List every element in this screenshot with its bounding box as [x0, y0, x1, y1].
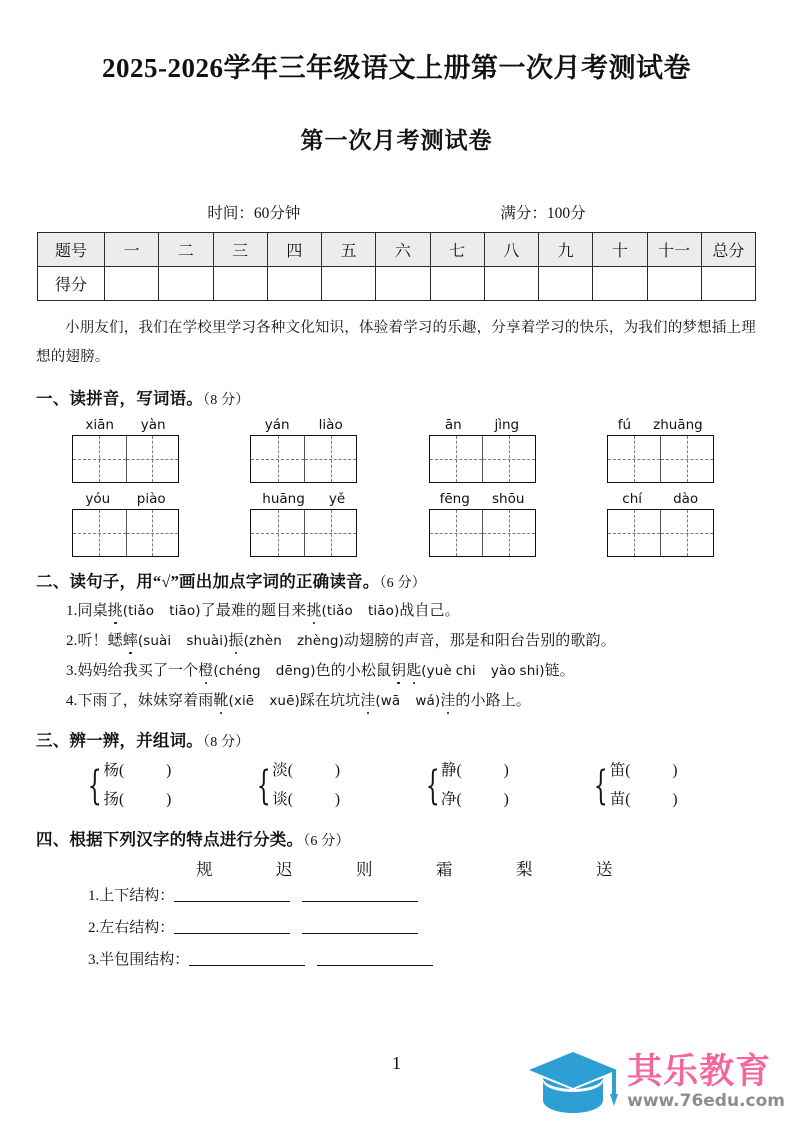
section-4-points: （6 分）	[303, 833, 350, 849]
pinyin-choice: ē	[245, 693, 255, 710]
brace-word-line[interactable]: 静( )	[440, 762, 509, 780]
brace-word-line[interactable]: 笛( )	[609, 762, 678, 780]
score-table-header-cell: 三	[213, 233, 267, 267]
pinyin-choice: ǎ	[137, 603, 146, 620]
emphasis-dot-char: 挑	[306, 603, 322, 620]
page-subtitle: 第一次月考测试卷	[300, 128, 493, 154]
classify-character: 则	[356, 859, 373, 879]
section-3-title: 三、辨一辨，并组词。	[36, 731, 203, 751]
pinyin-choice: )	[539, 663, 545, 680]
pinyin-label	[72, 491, 179, 507]
classify-answer-label: 3.半包围结构：	[88, 952, 190, 969]
tianzige-cell[interactable]	[482, 436, 535, 482]
pinyin-choice: s	[143, 633, 151, 650]
section-heading-2	[36, 568, 757, 592]
pinyin-choice: n	[243, 663, 252, 680]
pinyin-choice: (	[122, 603, 129, 620]
tianzige-cell[interactable]	[608, 436, 661, 482]
answer-blank[interactable]	[174, 887, 290, 902]
answer-blank[interactable]	[189, 951, 305, 966]
pinyin-choice: ā	[391, 693, 401, 710]
graduation-cap-icon	[527, 1048, 619, 1116]
pronunciation-question[interactable]: 1.同桌挑(tiǎo tiāo)了最难的题目来挑(tiǎo tiāo)战自己。	[66, 603, 460, 620]
pinyin-syllable: ān	[444, 417, 462, 434]
page-title: 2025-2026学年三年级语文上册第一次月考测试卷	[102, 53, 691, 83]
pinyin-choice: (	[321, 603, 327, 620]
score-table-header-cell: 总分	[701, 233, 755, 267]
emphasis-dot-char: 靴	[213, 693, 229, 710]
pinyin-syllable: chí	[622, 491, 643, 508]
pinyin-word-group	[72, 417, 222, 483]
pinyin-choice: )	[195, 603, 201, 620]
tianzige-grid[interactable]	[250, 435, 357, 483]
pinyin-choice: )	[310, 663, 316, 680]
score-table	[37, 232, 756, 301]
pinyin-label	[250, 491, 357, 507]
pinyin-choice: h	[256, 633, 265, 650]
pinyin-choice: i	[535, 663, 540, 680]
classify-answer-label: 1.上下结构：	[88, 887, 175, 904]
character-brace-group	[82, 757, 251, 814]
curly-brace-icon: {	[256, 763, 271, 810]
pinyin-choice: n	[273, 633, 282, 650]
pinyin-word-group	[250, 491, 400, 557]
pinyin-choice: d	[275, 663, 285, 680]
section-1-points: （8 分）	[203, 393, 250, 409]
curly-brace-icon: {	[87, 763, 102, 810]
pinyin-choice: i	[373, 603, 378, 620]
pinyin-choice: x	[269, 693, 278, 710]
pinyin-choice: c	[218, 663, 227, 680]
character-brace-group	[588, 757, 757, 814]
pinyin-choice: ā	[377, 603, 386, 620]
emphasis-dot-char: 振	[228, 633, 244, 650]
pinyin-choice: n	[292, 663, 302, 680]
pinyin-choice: h	[193, 633, 203, 650]
pinyin-choice: o	[507, 663, 516, 680]
score-table-header-cell: 一	[105, 233, 159, 267]
pinyin-choice: o	[385, 603, 394, 620]
brace-word-line[interactable]: 扬( )	[103, 791, 172, 809]
classify-character-row	[36, 856, 757, 880]
pinyin-choice: )	[393, 603, 400, 620]
score-table-input-cell[interactable]	[593, 267, 647, 301]
pinyin-choice: i	[241, 693, 246, 710]
watermark-url: www.76edu.com	[627, 1090, 785, 1111]
score-table-input-cell[interactable]	[105, 267, 159, 301]
pinyin-choice: é	[234, 663, 244, 680]
pinyin-choice: )	[338, 633, 344, 650]
pinyin-choice: h	[463, 663, 472, 680]
classify-character: 霜	[436, 859, 453, 879]
pinyin-syllable: huāng	[262, 491, 305, 508]
pinyin-choice: à	[498, 663, 508, 680]
tianzige-grid[interactable]	[72, 509, 179, 557]
score-table-input-cell[interactable]	[267, 267, 321, 301]
tianzige-grid[interactable]	[429, 509, 536, 557]
exam-meta	[36, 201, 757, 223]
emphasis-dot-char: 洼	[440, 693, 456, 710]
pinyin-choice: u	[202, 633, 211, 650]
score-table-row	[38, 267, 756, 301]
character-pair-row	[36, 757, 757, 814]
pinyin-choice: (	[228, 693, 234, 710]
pinyin-choice: (	[421, 663, 427, 680]
emphasis-dot-char: 蟀	[122, 633, 138, 650]
pinyin-choice: i	[219, 633, 224, 650]
pinyin-choice: h	[526, 663, 536, 680]
intro-paragraph: 小朋友们，我们在学校里学习各种文化知识，体验着学习的乐趣，分享着学习的快乐，为我们的梦想插上理想的翅膀。	[36, 320, 756, 365]
pinyin-choice: t	[326, 603, 333, 620]
brace-word-line[interactable]: 苗( )	[609, 791, 678, 809]
pinyin-choice: ā	[178, 603, 187, 620]
emphasis-dot-char: 橙	[198, 663, 214, 680]
classify-answer-label: 2.左右结构：	[88, 920, 175, 937]
pinyin-choice: w	[380, 693, 392, 710]
pinyin-choice: o	[145, 603, 155, 620]
score-table-input-cell[interactable]	[647, 267, 701, 301]
score-table-input-cell[interactable]	[539, 267, 593, 301]
pronunciation-question[interactable]: 2.听！蟋蟀(suài shuài)振(zhèn zhèng)动翅膀的声音，那是和阳台告别的歌韵。	[66, 633, 616, 650]
answer-blank[interactable]	[302, 919, 418, 934]
pinyin-choice: z	[296, 633, 305, 650]
pinyin-syllable: xiān	[85, 417, 114, 434]
score-table-input-cell[interactable]	[484, 267, 538, 301]
tianzige-cell[interactable]	[73, 510, 126, 556]
score-table-input-cell[interactable]	[322, 267, 376, 301]
section-2-points: （6 分）	[379, 576, 426, 592]
pinyin-syllable: yě	[328, 491, 346, 508]
pinyin-word-group	[607, 417, 757, 483]
pinyin-syllable: zhuāng	[653, 417, 703, 434]
tianzige-cell[interactable]	[608, 510, 661, 556]
pinyin-syllable: shōu	[491, 491, 525, 508]
pinyin-choice: à	[159, 633, 168, 650]
watermark-brand: 其乐教育	[627, 1051, 772, 1092]
pinyin-choice: x	[233, 693, 242, 710]
watermark-logo	[527, 1048, 785, 1116]
pinyin-choice: á	[426, 693, 435, 710]
answer-blank[interactable]	[317, 951, 433, 966]
pinyin-choice: (	[213, 663, 219, 680]
section-heading-1	[36, 385, 757, 409]
pinyin-choice: s	[186, 633, 194, 650]
brace-word-line[interactable]: 杨( )	[103, 762, 172, 780]
pinyin-syllable: fú	[617, 417, 632, 434]
score-table-row	[38, 233, 756, 267]
brace-word-line[interactable]: 淡( )	[272, 762, 341, 780]
pinyin-choice: g	[301, 663, 311, 680]
pinyin-row	[36, 417, 757, 483]
pinyin-word-group	[429, 491, 579, 557]
character-brace-group	[420, 757, 589, 814]
tianzige-grid[interactable]	[250, 509, 357, 557]
tianzige-grid[interactable]	[72, 435, 179, 483]
tianzige-cell[interactable]	[430, 510, 483, 556]
pinyin-choice: c	[455, 663, 464, 680]
pinyin-choice: h	[226, 663, 235, 680]
pinyin-row	[36, 491, 757, 557]
pronunciation-question[interactable]: 3.妈妈给我买了一个橙(chéng dēng)色的小松鼠钥匙(yuè chi yào shi)链。	[66, 663, 575, 680]
brace-word-line[interactable]: 净( )	[440, 791, 509, 809]
score-table-input-cell[interactable]	[701, 267, 755, 301]
pinyin-syllable: dào	[673, 491, 699, 508]
pinyin-label	[607, 491, 714, 507]
character-brace-group	[251, 757, 420, 814]
tianzige-cell[interactable]	[430, 436, 483, 482]
pinyin-choice: y	[490, 663, 499, 680]
classify-answer-list	[36, 880, 757, 977]
section-2-title: 二、读句子，用“√”画出加点字词的正确读音。	[36, 572, 380, 592]
score-table-header-cell: 十	[593, 233, 647, 267]
pinyin-choice: o	[344, 603, 353, 620]
tianzige-cell[interactable]	[251, 510, 304, 556]
pinyin-choice: g	[252, 663, 261, 680]
pinyin-syllable: piào	[136, 491, 166, 508]
tianzige-cell[interactable]	[304, 436, 357, 482]
score-table-input-cell[interactable]	[213, 267, 267, 301]
pinyin-choice: w	[415, 693, 427, 710]
score-table-header-cell: 二	[159, 233, 213, 267]
tianzige-cell[interactable]	[660, 436, 713, 482]
pinyin-choice: h	[304, 633, 313, 650]
pinyin-choice: è	[443, 663, 452, 680]
pinyin-label	[429, 491, 536, 507]
brace-word-lines	[441, 757, 509, 814]
pinyin-choice: ē	[284, 663, 293, 680]
tianzige-grid[interactable]	[607, 509, 714, 557]
tianzige-cell[interactable]	[482, 510, 535, 556]
pinyin-syllable: fēng	[439, 491, 470, 508]
pinyin-choice: u	[277, 693, 287, 710]
curly-brace-icon: {	[593, 763, 608, 810]
pinyin-choice: ǎ	[336, 603, 345, 620]
pinyin-word-group	[72, 491, 222, 557]
score-table-row-label: 题号	[38, 233, 105, 267]
score-table-header-cell: 五	[322, 233, 376, 267]
score-table-header-cell: 四	[267, 233, 321, 267]
pinyin-choice: t	[128, 603, 134, 620]
curly-brace-icon: {	[425, 763, 440, 810]
exam-time: 时间：60分钟	[207, 205, 301, 223]
pinyin-choice: i	[332, 603, 337, 620]
pinyin-choice: i	[471, 663, 476, 680]
pronunciation-question-list	[36, 596, 757, 716]
score-table-header-cell: 九	[539, 233, 593, 267]
pinyin-choice: )	[223, 633, 229, 650]
pinyin-label	[250, 417, 357, 433]
pinyin-label	[72, 417, 179, 433]
pinyin-choice: s	[519, 663, 527, 680]
classify-character: 送	[596, 859, 613, 879]
section-heading-4	[36, 826, 757, 850]
page-number: 1	[392, 1053, 401, 1073]
pinyin-choice: )	[434, 693, 441, 710]
pinyin-word-group	[429, 417, 579, 483]
section-4-title: 四、根据下列汉字的特点进行分类。	[36, 829, 304, 849]
pinyin-choice: i	[167, 633, 172, 650]
pinyin-choice: à	[210, 633, 220, 650]
pinyin-label	[607, 417, 714, 433]
answer-blank[interactable]	[174, 919, 290, 934]
pinyin-choice: u	[150, 633, 160, 650]
pinyin-choice: z	[248, 633, 257, 650]
score-table-row-label: 得分	[38, 267, 105, 301]
pinyin-choice: (	[137, 633, 144, 650]
tianzige-cell[interactable]	[660, 510, 713, 556]
answer-blank[interactable]	[302, 887, 418, 902]
brace-word-lines	[103, 757, 171, 814]
classify-answer-row	[36, 912, 757, 944]
section-heading-3	[36, 727, 757, 751]
score-table-header-cell: 八	[484, 233, 538, 267]
pinyin-syllable: yàn	[140, 417, 166, 434]
classify-character: 梨	[516, 859, 533, 879]
pinyin-syllable: yóu	[85, 491, 111, 508]
pinyin-syllable: jìng	[494, 417, 520, 434]
score-table-input-cell[interactable]	[376, 267, 430, 301]
emphasis-dot-char: 洼	[360, 693, 376, 710]
classify-answer-row	[36, 944, 757, 976]
pinyin-choice: (	[243, 633, 249, 650]
pinyin-choice: t	[169, 603, 175, 620]
pinyin-choice: t	[367, 603, 374, 620]
pinyin-choice: (	[375, 693, 381, 710]
tianzige-cell[interactable]	[126, 436, 179, 482]
tianzige-cell[interactable]	[73, 436, 126, 482]
pinyin-choice: ē	[286, 693, 295, 710]
pinyin-choice: g	[329, 633, 339, 650]
tianzige-grid[interactable]	[607, 435, 714, 483]
pinyin-word-group	[250, 417, 400, 483]
emphasis-dot-char: 钥	[391, 663, 407, 680]
section-3-points: （8 分）	[203, 735, 250, 751]
score-table-header-cell: 六	[376, 233, 430, 267]
pinyin-choice: n	[321, 633, 330, 650]
tianzige-cell[interactable]	[251, 436, 304, 482]
pinyin-writing-area	[36, 417, 757, 557]
tianzige-cell[interactable]	[304, 510, 357, 556]
pinyin-choice: )	[294, 693, 300, 710]
brace-word-lines	[272, 757, 340, 814]
tianzige-cell[interactable]	[126, 510, 179, 556]
pinyin-choice: è	[264, 633, 274, 650]
score-table-input-cell[interactable]	[430, 267, 484, 301]
pinyin-label	[429, 417, 536, 433]
pinyin-syllable: liào	[318, 417, 343, 434]
classify-character: 迟	[276, 859, 293, 879]
classify-character: 规	[196, 859, 213, 879]
score-table-input-cell[interactable]	[159, 267, 213, 301]
classify-answer-row	[36, 880, 757, 912]
section-1-title: 一、读拼音，写词语。	[36, 389, 203, 409]
brace-word-line[interactable]: 谈( )	[272, 791, 341, 809]
emphasis-dot-char: 匙	[406, 663, 422, 680]
score-table-header-cell: 七	[430, 233, 484, 267]
brace-word-lines	[610, 757, 678, 814]
tianzige-grid[interactable]	[429, 435, 536, 483]
pinyin-choice: i	[133, 603, 138, 620]
pinyin-syllable: yán	[264, 417, 290, 434]
pinyin-choice: o	[186, 603, 196, 620]
pinyin-choice: i	[174, 603, 179, 620]
exam-full-marks: 满分：100分	[500, 205, 586, 223]
pinyin-word-group	[607, 491, 757, 557]
pinyin-choice: y	[426, 663, 435, 680]
score-table-header-cell: 十一	[647, 233, 701, 267]
pinyin-choice: è	[312, 633, 322, 650]
pronunciation-question[interactable]: 4.下雨了，妹妹穿着雨靴(xiē xuē)踩在坑坑洼(wā wá)洼的小路上。	[66, 693, 531, 710]
emphasis-dot-char: 挑	[107, 603, 123, 620]
pinyin-choice: u	[434, 663, 444, 680]
